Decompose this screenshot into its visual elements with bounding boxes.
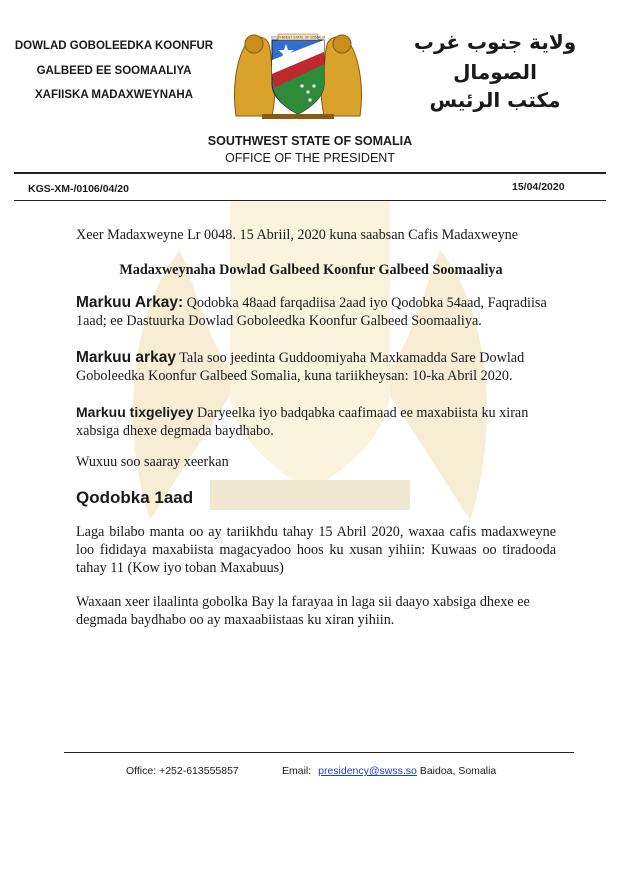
header-right-line1: ولاية جنوب غرب <box>413 30 577 54</box>
header-left-line3: XAFIISKA MADAXWEYNAHA <box>34 89 194 101</box>
document-date: 15/04/2020 <box>512 181 565 193</box>
header-subtitle: OFFICE OF THE PRESIDENT <box>225 151 395 165</box>
paragraph-text: Daryeelka iyo badqabka caafimaad ee maxabiista ku xiran xabsiga dhexe degmada baydhabo. <box>76 405 529 439</box>
paragraph-markuu-tixgeliyey <box>76 403 556 440</box>
paragraph-lead: Markuu Arkay: <box>76 294 184 311</box>
header-title: SOUTHWEST STATE OF SOMALIA <box>207 134 413 148</box>
footer-email-block <box>282 765 496 777</box>
reference-number: KGS-XM-/0106/04/20 <box>28 183 129 195</box>
footer-rule <box>64 752 574 753</box>
document-issuer: Madaxweynaha Dowlad Galbeed Koonfur Galbeed Soomaaliya <box>119 262 503 278</box>
footer-email-link[interactable]: presidency@swss.so <box>318 765 417 777</box>
decree-line: Wuxuu soo saaray xeerkan <box>76 454 229 470</box>
footer-city: Baidoa, Somalia <box>419 765 497 777</box>
footer-email-label: Email: <box>282 765 312 777</box>
paragraph-lead: Markuu tixgeliyey <box>76 404 194 420</box>
emblem-banner-text: SOUTHWEST STATE OF SOMALIA <box>270 35 326 40</box>
paragraph-text: Qodobka 48aad farqadiisa 2aad iyo Qodobka 54aad, Faqradiisa 1aad; ee Dastuurka Dowlad Goboleedka Koonfur Galbeed Soomaaliya. <box>76 295 547 329</box>
header-rule-top <box>14 172 606 174</box>
footer-office: Office: +252-613555857 <box>126 765 239 777</box>
header-right-line2: الصومال <box>453 60 537 84</box>
article-paragraph-2: Waxaan xeer ilaalinta gobolka Bay la farayaa in laga sii daayo xabsiga dhexe ee degmada baydhabo oo ay maxaabiistaas ku xiran yihiin. <box>76 594 530 628</box>
header-left-line1: DOWLAD GOBOLEEDKA KOONFUR <box>14 40 214 52</box>
paragraph-lead: Markuu arkay <box>76 349 176 366</box>
header-left-line2: GALBEED EE SOOMAALIYA <box>36 65 192 77</box>
article-paragraph-1: Laga bilabo manta oo ay tariikhdu tahay 15 Abril 2020, waxaa cafis madaxweyne loo fididaya maxabiista magacyadoo hoos ku xusan yihiin: Kuwaas oo tiradooda tahay 11 (Kow iyo toban Maxabuus) <box>76 524 556 576</box>
document-subject: Xeer Madaxweyne Lr 0048. 15 Abriil, 2020 kuna saabsan Cafis Madaxweyne <box>76 227 519 243</box>
header-right-line3: مكتب الرئيس <box>429 88 561 112</box>
state-emblem <box>228 30 368 120</box>
paragraph-markuu-arkay-1 <box>76 294 556 330</box>
paragraph-markuu-arkay-2 <box>76 349 556 385</box>
header-rule-bottom <box>14 200 606 201</box>
article-heading: Qodobka 1aad <box>76 488 194 507</box>
paragraph-text: Tala soo jeedinta Guddoomiyaha Maxkamadda Sare Dowlad Goboleedka Koonfur Galbeed Somalia, kuna tariikheysan: 10-ka Abril 2020. <box>76 350 525 384</box>
